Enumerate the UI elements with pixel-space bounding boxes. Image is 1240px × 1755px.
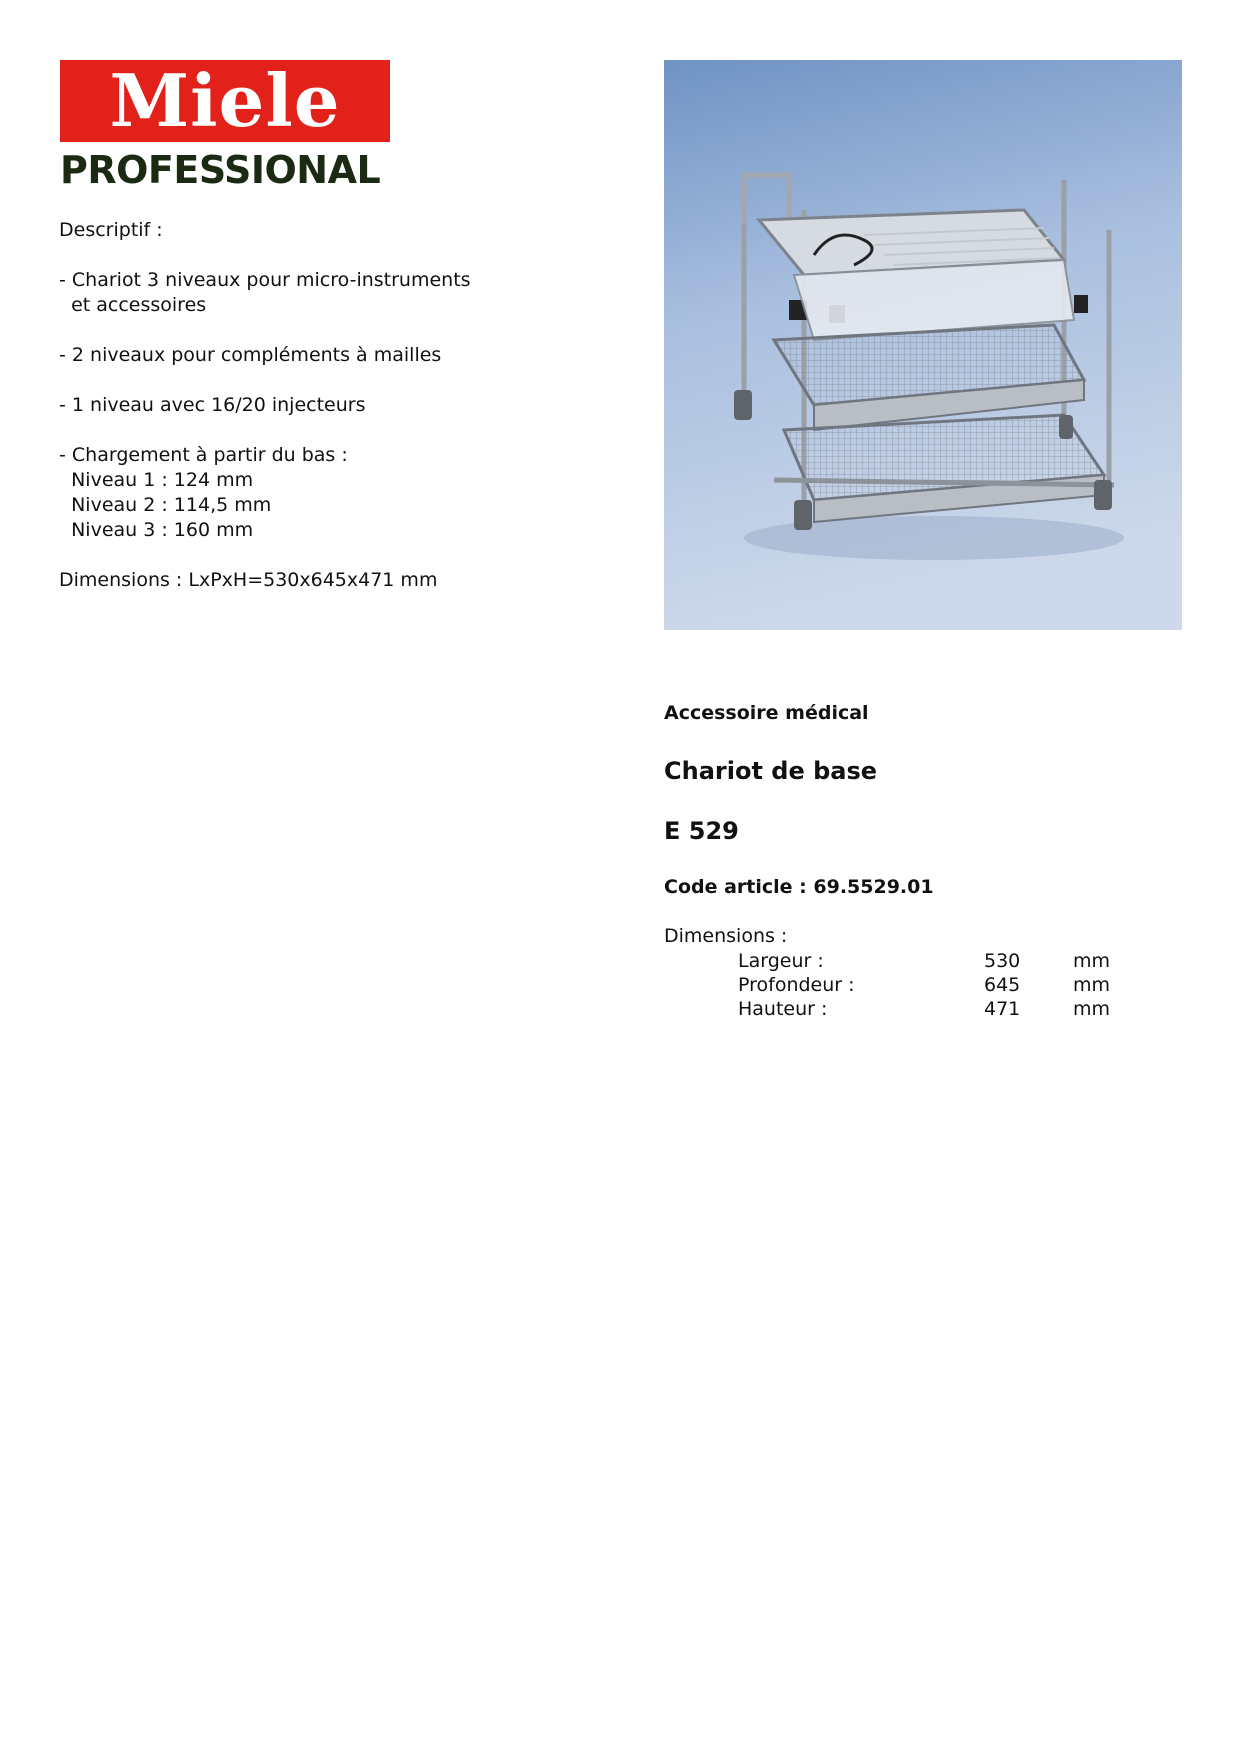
product-photo bbox=[664, 60, 1182, 630]
dimension-row-profondeur bbox=[738, 973, 1118, 997]
dimension-row-largeur bbox=[738, 949, 1118, 973]
description-bullet: - 2 niveaux pour compléments à mailles bbox=[59, 344, 442, 366]
product-model: E 529 bbox=[664, 817, 739, 845]
dimension-unit: mm bbox=[1073, 998, 1111, 1020]
article-code: Code article : 69.5529.01 bbox=[664, 876, 934, 898]
dimension-label: Hauteur : bbox=[738, 998, 828, 1020]
description-bullet: - Chariot 3 niveaux pour micro-instruments et accessoires bbox=[59, 269, 471, 316]
logo-tagline: PROFESSIONAL bbox=[60, 148, 381, 192]
dimension-label: Profondeur : bbox=[738, 974, 855, 996]
description-title: Descriptif : bbox=[59, 219, 163, 241]
dimensions-title: Dimensions : bbox=[664, 925, 788, 947]
miele-professional-logo bbox=[60, 60, 390, 190]
product-name: Chariot de base bbox=[664, 757, 878, 785]
dimension-label: Largeur : bbox=[738, 950, 824, 972]
dimension-value: 530 bbox=[984, 950, 1021, 972]
description-bullet: - 1 niveau avec 16/20 injecteurs bbox=[59, 394, 366, 416]
dimension-row-hauteur bbox=[738, 997, 1118, 1021]
dimensions-summary: Dimensions : LxPxH=530x645x471 mm bbox=[59, 569, 438, 591]
dimension-value: 471 bbox=[984, 998, 1021, 1020]
dimension-unit: mm bbox=[1073, 974, 1111, 996]
description-bullet: - Chargement à partir du bas : Niveau 1 : 124 mm Niveau 2 : 114,5 mm Niveau 3 : 160 mm bbox=[59, 444, 348, 541]
logo-wordmark: Miele bbox=[109, 58, 341, 143]
dimension-unit: mm bbox=[1073, 950, 1111, 972]
product-category: Accessoire médical bbox=[664, 702, 869, 724]
dimension-value: 645 bbox=[984, 974, 1021, 996]
